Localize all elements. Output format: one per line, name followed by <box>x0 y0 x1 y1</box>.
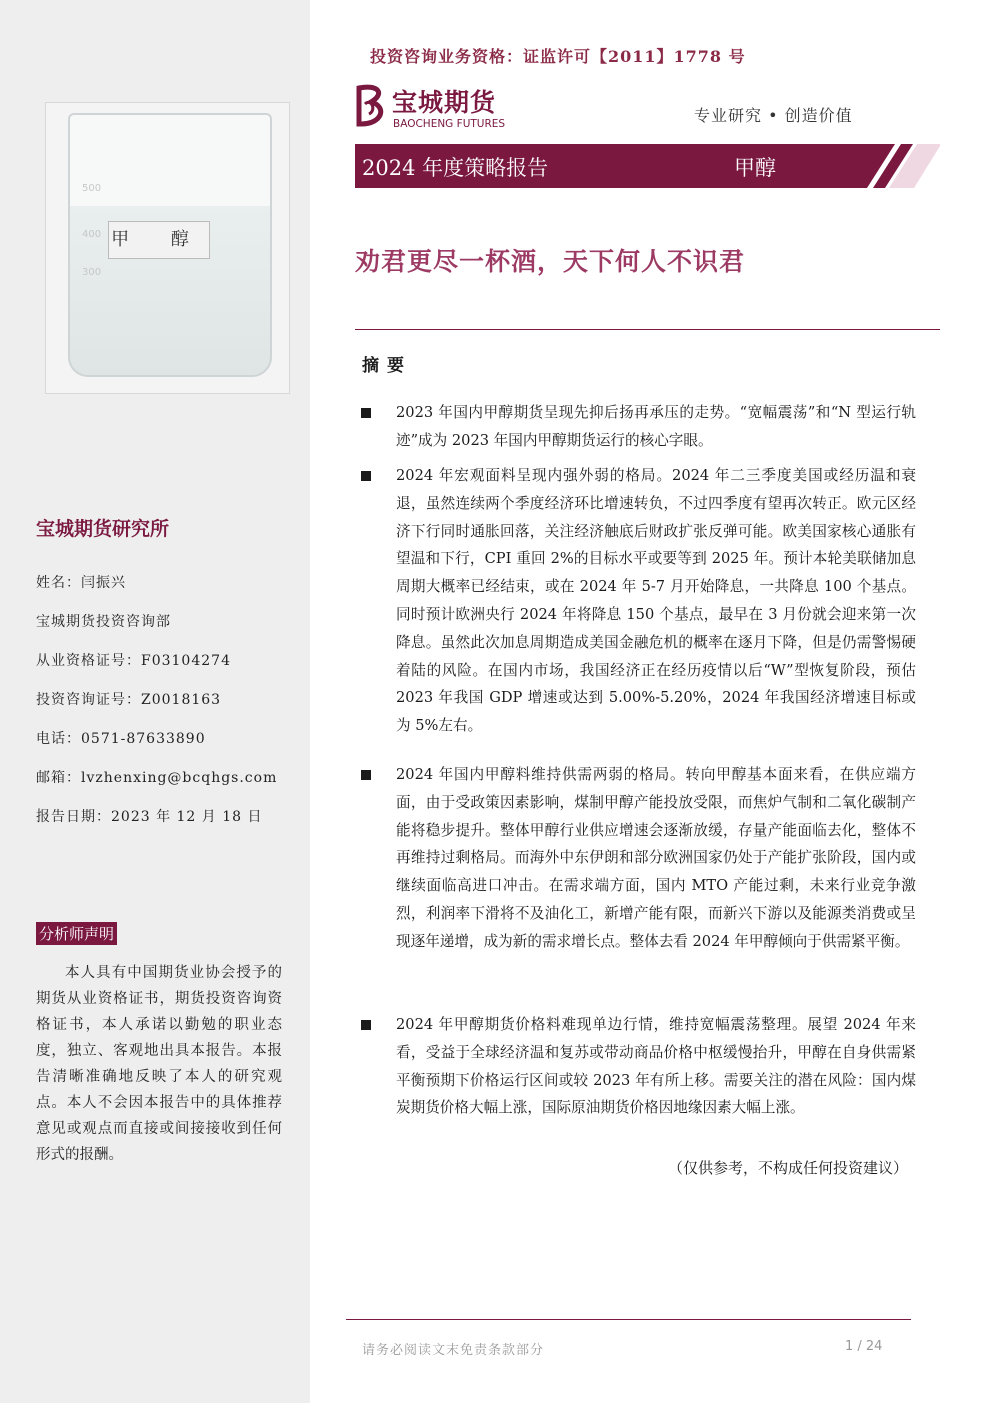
logo-english: BAOCHENG FUTURES <box>393 118 506 130</box>
beaker-label: 甲 醇 <box>108 221 210 259</box>
declaration-title: 分析师声明 <box>36 922 117 945</box>
summary-bullet <box>356 462 916 740</box>
baocheng-logo-icon <box>355 84 389 128</box>
summary-text: 2023 年国内甲醇期货呈现先抑后扬再承压的走势。“宽幅震荡”和“N 型运行轨迹”成为 2023 年国内甲醇期货运行的核心字眼。 <box>396 404 916 449</box>
headline: 劝君更尽一杯酒，天下何人不识君 <box>355 247 746 276</box>
slogan: 专业研究 • 创造价值 <box>694 106 853 125</box>
logo-text: 宝城期货 <box>392 88 497 117</box>
summary-bullet <box>356 761 916 956</box>
summary-bullet <box>356 399 916 455</box>
summary-text: 2024 年国内甲醇料维持供需两弱的格局。转向甲醇基本面来看，在供应端方面，由于受政策因素影响，煤制甲醇产能投放受限，而焦炉气制和二氧化碳制产能将稳步提升。整体甲醇行业供应增速会逐渐放缓，存量产能面临去化，整体不再维持过剩格局。而海外中东伊朗和部分欧洲国家仍处于产能扩张阶段，国内或继续面临高进口冲击。在需求端方面，国内 MTO 产能过剩，未来行业竞争激烈，利润率下滑将不及油化工，新增产能有限，而新兴下游以及能源类消费或呈现逐年递增，成为新的需求增长点。整体去看 2024 年甲醇倾向于供需紧平衡。 <box>396 766 916 950</box>
abstract-label: 摘要 <box>362 356 412 376</box>
practice-license: 从业资格证号：F03104274 <box>36 653 231 669</box>
methanol-beaker-photo <box>45 102 290 394</box>
email[interactable]: 邮箱：lvzhenxing@bcqhgs.com <box>36 770 278 786</box>
disclaimer: （仅供参考，不构成任何投资建议） <box>667 1159 908 1177</box>
bullet-square-icon <box>361 770 371 780</box>
beaker-tick: 300 <box>82 267 102 278</box>
phone: 电话：0571-87633890 <box>36 731 206 747</box>
department: 宝城期货投资咨询部 <box>36 614 171 630</box>
beaker-tick: 500 <box>82 183 102 194</box>
divider <box>355 329 940 330</box>
beaker-tick: 400 <box>82 229 102 240</box>
analyst-name: 姓名：闫振兴 <box>36 575 126 591</box>
report-title: 2024 年度策略报告 <box>362 156 549 180</box>
product-name: 甲醇 <box>734 156 776 180</box>
sidebar <box>0 0 310 1403</box>
summary-text: 2024 年宏观面料呈现内强外弱的格局。2024 年二三季度美国或经历温和衰退，虽然连续两个季度经济环比增速转负，不过四季度有望再次转正。欧元区经济下行同时通胀回落，关注经济触底后财政扩张反弹可能。欧美国家核心通胀有望温和下行，CPI 重回 2%的目标水平或要等到 2025 年。预计本轮美联储加息周期大概率已经结束，或在 2024 年 5-7 月开始降息，一共降息 100 个基点。同时预计欧洲央行 2024 年将降息 150 个基点，最早在 3 月份就会迎来第一次降息。虽然此次加息周期造成美国金融危机的概率在逐月下降，但是仍需警惕硬着陆的风险。在国内市场，我国经济正在经历疫情以后“W”型恢复阶段，预估 2023 年我国 GDP 增速或达到 5.00%-5.20%，2024 年我国经济增速目标或为 5%左右。 <box>396 467 916 735</box>
declaration-body: 本人具有中国期货业协会授予的期货从业资格证书，期货投资咨询资格证书，本人承诺以勤勉的职业态度，独立、客观地出具本报告。本报告清晰准确地反映了本人的研究观点。本人不会因本报告中的具体推荐意见或观点而直接或间接接收到任何形式的报酬。 <box>36 965 282 1163</box>
bullet-square-icon <box>361 408 371 418</box>
bullet-square-icon <box>361 1020 371 1030</box>
consulting-license: 投资咨询证号：Z0018163 <box>36 692 222 708</box>
footer-divider <box>346 1319 911 1320</box>
summary-bullet <box>356 1011 916 1122</box>
report-date: 报告日期：2023 年 12 月 18 日 <box>36 809 263 825</box>
institute-title: 宝城期货研究所 <box>36 518 170 540</box>
license-line: 投资咨询业务资格：证监许可【2011】1778 号 <box>370 47 746 66</box>
footer-notice: 请务必阅读文末免责条款部分 <box>362 1343 545 1358</box>
summary-text: 2024 年甲醇期货价格料难现单边行情，维持宽幅震荡整理。展望 2024 年来看，受益于全球经济温和复苏或带动商品价格中枢缓慢抬升，甲醇在自身供需紧平衡预期下价格运行区间或较 2023 年有所上移。需要关注的潜在风险：国内煤炭期货价格大幅上涨，国际原油期货价格因地缘因素大幅上涨。 <box>396 1016 916 1117</box>
bullet-square-icon <box>361 471 371 481</box>
page-number: 1 / 24 <box>845 1339 883 1354</box>
